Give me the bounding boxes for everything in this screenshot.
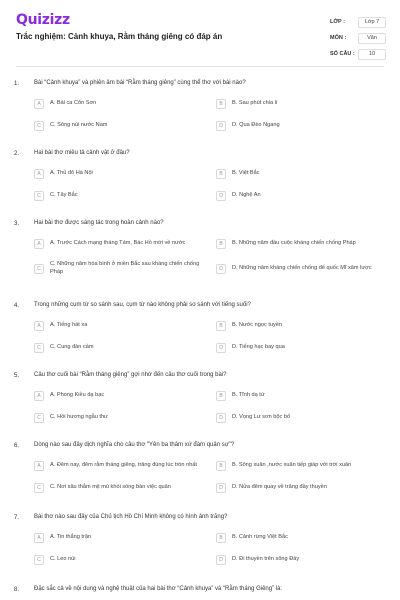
answer-option[interactable] (34, 191, 216, 201)
option-text: B. Việt Bắc (232, 170, 260, 177)
answer-option[interactable] (34, 533, 216, 543)
question-row (0, 368, 400, 383)
answer-option[interactable] (216, 555, 398, 565)
meta-label: SỐ CÂU : (330, 51, 355, 57)
question-text: Hai bài thơ miêu tả cảnh vật ở đâu? (34, 149, 130, 156)
question-number: 3. (14, 220, 20, 227)
option-row (0, 191, 400, 201)
option-text: D. Đi thuyền trên sông Đáy (232, 556, 300, 563)
answer-option[interactable] (216, 413, 398, 423)
meta-value: Lớp 7 (358, 17, 386, 28)
option-letter-box: B (216, 321, 226, 331)
answer-option[interactable] (216, 121, 398, 131)
question-text: Dòng nào sau đây dịch nghĩa cho câu thơ “Yên ba thâm xứ đàm quân sự”? (34, 441, 235, 448)
answer-option[interactable] (216, 191, 398, 201)
answer-option[interactable] (34, 321, 216, 331)
option-letter-box: D (216, 121, 226, 131)
quizizz-logo: Quizizz (16, 12, 70, 28)
question-row (0, 510, 400, 525)
option-letter-box: A (34, 391, 44, 401)
option-letter-box: A (34, 533, 44, 543)
option-letter-box: D (216, 343, 226, 353)
option-letter-box: D (216, 555, 226, 565)
option-text: D. Vọng Lư sơn bộc bố (232, 414, 291, 421)
question-item (0, 438, 400, 493)
option-text: B. Cảnh rừng Việt Bắc (232, 534, 288, 541)
answer-option[interactable] (34, 261, 216, 276)
option-text: B. Nước ngọc tuyền (232, 322, 283, 329)
meta-question-count (330, 46, 386, 62)
option-row (0, 533, 400, 543)
option-row (0, 413, 400, 423)
option-text: A. Trước Cách mạng tháng Tám, Bác Hồ mới về nước (50, 240, 186, 247)
option-text: B. Những năm đầu cuộc kháng chiến chống Pháp (232, 240, 356, 247)
option-letter-box: D (216, 483, 226, 493)
meta-label: MÔN : (330, 35, 347, 41)
option-letter-box: C (34, 555, 44, 565)
question-text: Đặc sắc cả về nội dung và nghệ thuật của hai bài thơ “Cảnh khuya” và “Rằm tháng Giêng” là: (34, 585, 283, 592)
option-letter-box: C (34, 483, 44, 493)
option-row (0, 261, 400, 276)
option-text: A. Tin thắng trận (50, 534, 92, 541)
question-number: 6. (14, 442, 20, 449)
meta-label: LỚP : (330, 19, 345, 25)
option-text: A. Đêm nay, đêm rằm tháng giêng, trăng đúng lúc tròn nhất (50, 462, 197, 469)
option-text: B. Tĩnh dạ tứ (232, 392, 265, 399)
option-letter-box: D (216, 191, 226, 201)
question-text: Hai bài thơ được sáng tác trong hoàn cảnh nào? (34, 219, 164, 226)
answer-option[interactable] (216, 99, 398, 109)
page-title: Trắc nghiệm: Cảnh khuya, Rằm tháng giêng có đáp án (16, 32, 223, 41)
option-letter-box: B (216, 533, 226, 543)
option-letter-box: C (34, 343, 44, 353)
question-row (0, 216, 400, 231)
option-letter-box: D (216, 264, 226, 274)
option-letter-box: A (34, 239, 44, 249)
option-row (0, 121, 400, 131)
option-text: C. Tây Bắc (50, 192, 78, 199)
answer-option[interactable] (216, 321, 398, 331)
question-text: Bài “Cảnh khuya” và phiên âm bài “Rằm tháng giêng” cùng thể thơ với bài nào? (34, 79, 246, 86)
option-text: A. Tiếng hát xa (50, 322, 88, 329)
meta-value: Văn (358, 33, 386, 44)
answer-option[interactable] (34, 343, 216, 353)
question-item (0, 146, 400, 201)
option-letter-box: C (34, 121, 44, 131)
answer-option[interactable] (34, 555, 216, 565)
answer-option[interactable] (34, 99, 216, 109)
option-letter-box: A (34, 169, 44, 179)
answer-option[interactable] (34, 413, 216, 423)
option-letter-box: B (216, 391, 226, 401)
option-text: C. Những năm hòa bình ở miền Bắc sau kháng chiến chống Pháp (50, 261, 200, 275)
question-number: 1. (14, 80, 20, 87)
question-number: 8. (14, 586, 20, 593)
question-item (0, 582, 400, 597)
option-text: D. Nửa đêm quay về trăng đầy thuyền (232, 484, 327, 491)
question-number: 7. (14, 514, 20, 521)
option-text: A. Bài ca Côn Sơn (50, 100, 97, 107)
worksheet-header (0, 0, 400, 66)
answer-option[interactable] (216, 261, 398, 276)
answer-option[interactable] (34, 239, 216, 249)
question-item (0, 76, 400, 131)
meta-grade (330, 14, 386, 30)
option-row (0, 555, 400, 565)
answer-option[interactable] (34, 483, 216, 493)
question-item (0, 510, 400, 565)
answer-option[interactable] (34, 461, 216, 471)
answer-option[interactable] (34, 121, 216, 131)
option-letter-box: B (216, 239, 226, 249)
option-text: B. Sông xuân ,nước xuân tiếp giáp với trời xuân (232, 462, 352, 469)
question-row (0, 438, 400, 453)
option-text: D. Tiếng hạc bay qua (232, 344, 285, 351)
option-letter-box: A (34, 321, 44, 331)
option-letter-box: B (216, 461, 226, 471)
option-text: C. Sông núi nước Nam (50, 122, 108, 129)
answer-option[interactable] (34, 391, 216, 401)
option-row (0, 461, 400, 471)
option-row (0, 239, 400, 249)
option-text: A. Phong Kiều dạ bạc (50, 392, 105, 399)
question-number: 2. (14, 150, 20, 157)
option-letter-box: A (34, 461, 44, 471)
answer-option[interactable] (216, 533, 398, 543)
answer-option[interactable] (216, 483, 398, 493)
option-row (0, 343, 400, 353)
option-text: B. Sau phút chia li (232, 100, 278, 107)
option-text: C. Hồi hương ngẫu thư (50, 414, 108, 421)
option-text: C. Cung đàn cầm (50, 344, 94, 351)
option-letter-box: A (34, 99, 44, 109)
option-row (0, 321, 400, 331)
question-row (0, 298, 400, 313)
question-text: Câu thơ cuối bài “Rằm tháng giêng” gợi nhớ đến câu thơ cuối trong bài? (34, 371, 227, 378)
option-letter-box: B (216, 169, 226, 179)
option-text: C. Leo núi (50, 556, 76, 563)
question-item (0, 216, 400, 276)
question-text: Bài thơ nào sau đây của Chủ tịch Hồ Chí Minh không có hình ảnh trăng? (34, 513, 228, 520)
answer-option[interactable] (216, 239, 398, 249)
worksheet-meta (330, 14, 386, 62)
option-letter-box: C (34, 264, 44, 274)
meta-subject (330, 30, 386, 46)
option-row (0, 169, 400, 179)
header-divider (16, 66, 384, 67)
question-row (0, 582, 400, 597)
option-text: D. Những năm kháng chiến chống đế quốc Mĩ xâm lược (232, 264, 372, 271)
option-row (0, 391, 400, 401)
question-number: 4. (14, 302, 20, 309)
answer-option[interactable] (216, 391, 398, 401)
answer-option[interactable] (216, 343, 398, 353)
answer-option[interactable] (216, 461, 398, 471)
question-row (0, 76, 400, 91)
option-row (0, 99, 400, 109)
option-text: D. Qua Đèo Ngang (232, 122, 280, 129)
option-letter-box: D (216, 413, 226, 423)
question-item (0, 368, 400, 423)
option-row (0, 483, 400, 493)
option-text: A. Thủ đô Hà Nội (50, 170, 93, 177)
option-text: D. Nghệ An (232, 192, 261, 199)
question-item (0, 298, 400, 353)
question-text: Trong những cụm từ so sánh sau, cụm từ nào không phải so sánh với tiếng suối? (34, 301, 251, 308)
question-row (0, 146, 400, 161)
option-letter-box: C (34, 413, 44, 423)
answer-option[interactable] (216, 169, 398, 179)
meta-value: 10 (358, 49, 386, 60)
answer-option[interactable] (34, 169, 216, 179)
option-letter-box: B (216, 99, 226, 109)
option-letter-box: C (34, 191, 44, 201)
option-text: C. Nơi sâu thẳm mịt mù khói sóng bàn việc quân (50, 484, 171, 491)
question-number: 5. (14, 372, 20, 379)
